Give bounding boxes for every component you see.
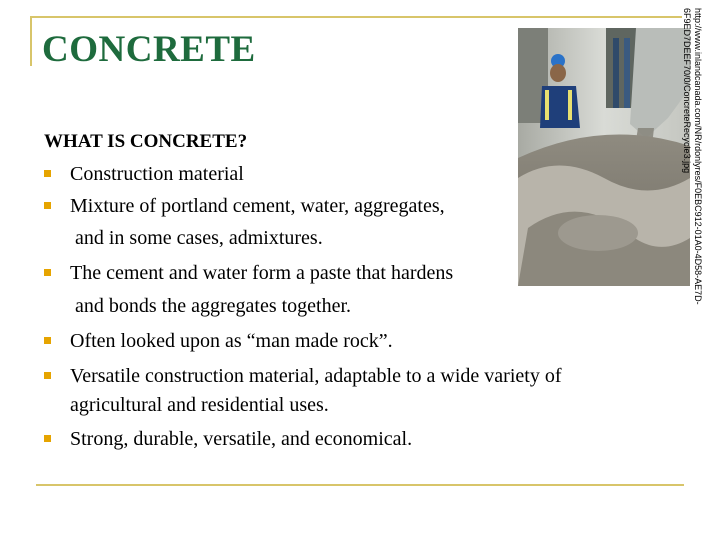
square-bullet-icon xyxy=(44,337,51,344)
bullet-text: Strong, durable, versatile, and economical. xyxy=(70,428,413,450)
bullet-text: Versatile construction material, adaptable to a wide variety of xyxy=(70,365,562,387)
bottom-rule xyxy=(36,484,684,486)
bullet-text: The cement and water form a paste that hardens xyxy=(70,262,454,284)
square-bullet-icon xyxy=(44,372,51,379)
left-rule xyxy=(30,16,32,66)
section-heading: WHAT IS CONCRETE? xyxy=(44,131,248,152)
bullet-text: Construction material xyxy=(70,163,244,185)
slide-title: CONCRETE xyxy=(42,29,256,70)
square-bullet-icon xyxy=(44,202,51,209)
bullet-text: Often looked upon as “man made rock”. xyxy=(70,330,393,352)
bullet-continuation: and bonds the aggregates together. xyxy=(75,295,352,317)
bullet-text: Mixture of portland cement, water, aggregates, xyxy=(70,195,445,217)
image-source-url: http://www.inlandcanada.com/NR/rdonlyres/F0EBC912-01A0-4D58-AE7D- 6F9ED7DEEF70/0/ConcreteRecycle3.jpg xyxy=(682,8,703,305)
square-bullet-icon xyxy=(44,269,51,276)
bullet-continuation: and in some cases, admixtures. xyxy=(75,227,323,249)
square-bullet-icon xyxy=(44,170,51,177)
square-bullet-icon xyxy=(44,435,51,442)
concrete-pour-photo xyxy=(518,28,690,286)
top-rule xyxy=(30,16,682,18)
bullet-continuation: agricultural and residential uses. xyxy=(70,394,329,416)
